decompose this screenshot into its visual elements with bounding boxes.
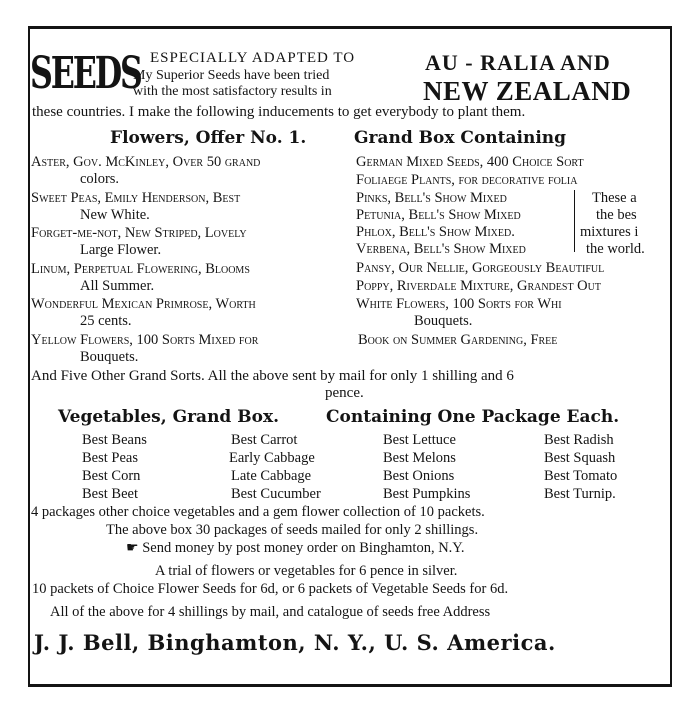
packets-line: 10 packets of Choice Flower Seeds for 6d, or 6 packets of Vegetable Seeds for 6d. [32, 581, 509, 597]
veg-item: Best Lettuce [383, 432, 456, 448]
veg-item: Best Melons [383, 450, 456, 466]
all-above-line: All of the above for 4 shillings by mail, and catalogue of seeds free Address [50, 604, 491, 620]
flower-item: Sweet Peas, Emily Henderson, Best [31, 190, 241, 206]
flower-item: New White. [80, 207, 150, 223]
flower-item: Linum, Perpetual Flowering, Blooms [31, 261, 250, 277]
pointing-hand-icon: ☛ [126, 541, 139, 556]
veg-item: Best Corn [82, 468, 141, 484]
left-rule [28, 26, 30, 687]
side-note-divider [574, 190, 575, 252]
veg-item: Late Cabbage [231, 468, 312, 484]
grand-box-item: Bouquets. [414, 313, 473, 329]
side-note-line: These a [592, 190, 637, 206]
veg-item: Early Cabbage [229, 450, 315, 466]
australia-heading: AU - RALIA AND [425, 50, 611, 75]
veg-item: Best Onions [383, 468, 455, 484]
address-line: J. J. Bell, Binghamton, N. Y., U. S. America. [34, 630, 556, 655]
veg-item: Best Squash [544, 450, 616, 466]
grand-box-item: Verbena, Bell's Show Mixed [356, 241, 526, 257]
flower-item: All Summer. [80, 278, 155, 294]
grand-box-item: Petunia, Bell's Show Mixed [356, 207, 521, 223]
send-money-text: Send money by post money order on Binghamton, N.Y. [142, 540, 465, 556]
flower-item: Wonderful Mexican Primrose, Worth [31, 296, 256, 312]
side-note-line: mixtures i [580, 224, 639, 240]
flower-item: colors. [80, 171, 120, 187]
flowers-heading: Flowers, Offer No. 1. [110, 128, 307, 148]
header-line-2: with the most satisfactory results in [133, 84, 332, 99]
veg-item: Best Turnip. [544, 486, 616, 502]
grand-box-heading: Grand Box Containing [354, 128, 567, 148]
grand-box-item: Pansy, Our Nellie, Gorgeously Beautiful [356, 260, 605, 276]
veg-item: Best Cucumber [231, 486, 321, 502]
box30-line: The above box 30 packages of seeds mailed for only 2 shillings. [106, 522, 479, 538]
grand-box-item: German Mixed Seeds, 400 Choice Sort [356, 154, 584, 170]
veg-item: Best Tomato [544, 468, 618, 484]
veg-item: Best Pumpkins [383, 486, 471, 502]
seeds-title: SEEDS [30, 48, 141, 99]
right-rule [670, 26, 672, 687]
new-zealand-heading: NEW ZEALAND [423, 76, 632, 106]
veg-item: Best Carrot [231, 432, 298, 448]
grand-box-item: Poppy, Riverdale Mixture, Grandest Out [356, 278, 601, 294]
veg-item: Best Peas [82, 450, 138, 466]
grand-box-item: Foliaege Plants, for decorative folia [356, 172, 578, 188]
flower-item: Aster, Gov. McKinley, Over 50 grand [31, 154, 261, 170]
intro-text: these countries. I make the following inducements to get everybody to plant them. [32, 104, 526, 120]
pence-line: pence. [325, 385, 364, 401]
grand-box-item: White Flowers, 100 Sorts for Whi [356, 296, 562, 312]
bottom-rule [28, 684, 672, 687]
trial-line: A trial of flowers or vegetables for 6 pence in silver. [155, 563, 458, 579]
packages-line: 4 packages other choice vegetables and a gem flower collection of 10 packets. [31, 504, 485, 520]
veg-item: Best Beet [82, 486, 138, 502]
five-other-line: And Five Other Grand Sorts. All the above sent by mail for only 1 shilling and 6 [31, 368, 514, 384]
veg-item: Best Radish [544, 432, 614, 448]
header-line-1: My Superior Seeds have been tried [133, 68, 330, 83]
flower-item: Yellow Flowers, 100 Sorts Mixed for [31, 332, 259, 348]
especially-line: ESPECIALLY ADAPTED TO [150, 50, 356, 66]
flower-item: Bouquets. [80, 349, 139, 365]
vegetables-heading: Vegetables, Grand Box. [58, 407, 279, 427]
side-note-line: the world. [586, 241, 645, 257]
side-note-line: the bes [596, 207, 637, 223]
vegetables-subheading: Containing One Package Each. [326, 407, 620, 427]
send-money-line [126, 540, 465, 557]
grand-box-item: Phlox, Bell's Show Mixed. [356, 224, 515, 240]
top-rule [28, 26, 672, 29]
flower-item: Forget-me-not, New Striped, Lovely [31, 225, 247, 241]
grand-box-item: Pinks, Bell's Show Mixed [356, 190, 507, 206]
veg-item: Best Beans [82, 432, 147, 448]
flower-item: 25 cents. [80, 313, 132, 329]
grand-box-item: Book on Summer Gardening, Free [358, 332, 558, 348]
flower-item: Large Flower. [80, 242, 162, 258]
